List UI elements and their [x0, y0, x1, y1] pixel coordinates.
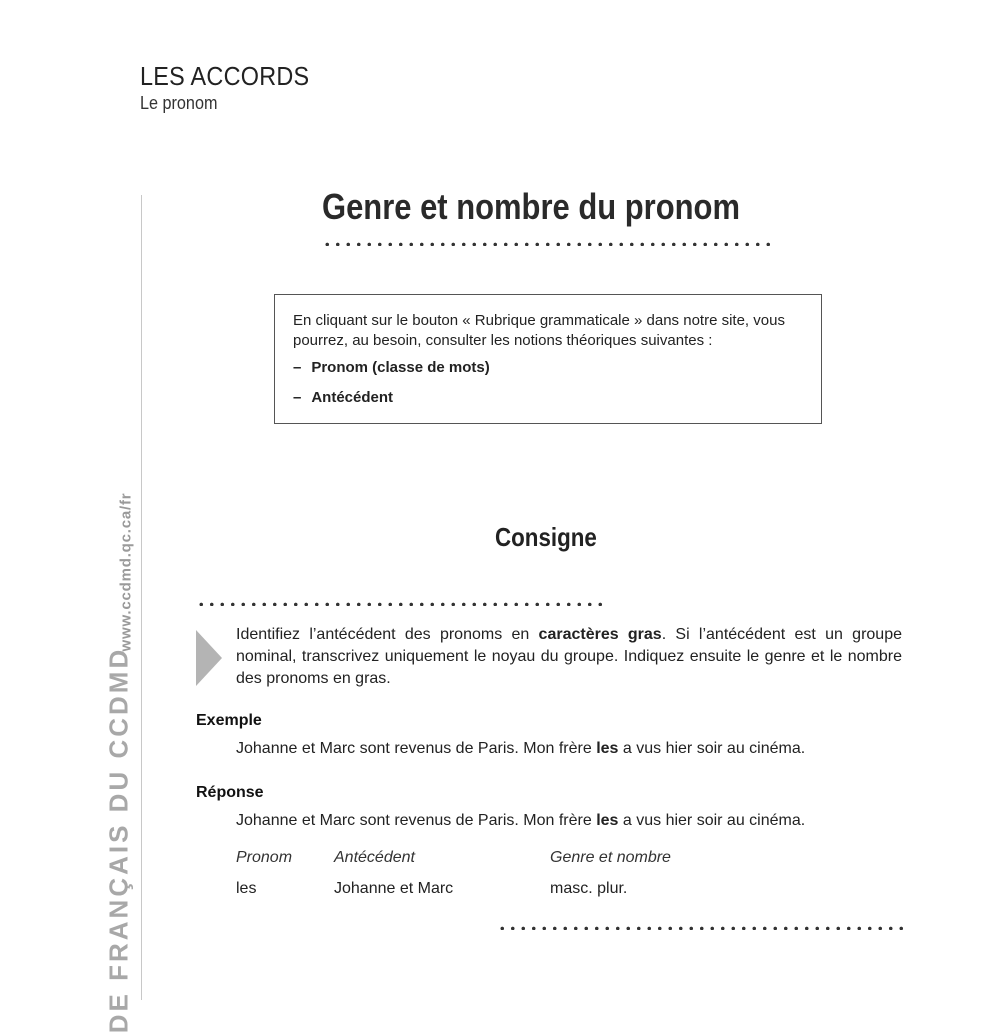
info-box-item — [293, 357, 803, 379]
reponse-label: Réponse — [196, 784, 264, 801]
section-subtitle: Le pronom — [140, 93, 218, 113]
consigne-dotted-divider — [196, 602, 608, 606]
consigne-heading: Consigne — [495, 522, 597, 552]
sidebar-divider — [141, 195, 142, 1000]
answer-column-header: Pronom — [236, 849, 293, 866]
info-box-text: En cliquant sur le bouton « Rubrique grammaticale » dans notre site, vous pourrez, au besoin, consulter les notions théoriques suivantes : — [293, 312, 785, 349]
reponse-sentence-start: Johanne et Marc sont revenus de Paris. Mon frère — [236, 812, 597, 829]
exemple-label: Exemple — [196, 712, 262, 729]
dash-bullet: – — [293, 359, 302, 376]
title-dotted-divider — [322, 242, 777, 246]
info-box-item-label: Pronom (classe de mots) — [311, 359, 490, 376]
bottom-dotted-divider — [497, 926, 905, 930]
answer-cell: masc. plur. — [550, 880, 628, 897]
answer-cell: Johanne et Marc — [334, 880, 454, 897]
reponse-sentence — [236, 812, 805, 830]
page-title: Genre et nombre du pronom — [322, 186, 741, 227]
section-title: LES ACCORDS — [140, 61, 310, 91]
instruction-text-start: Identifiez l’antécédent des pronoms en — [236, 626, 539, 643]
sidebar-brand: DE FRANÇAIS DU CCDMD — [103, 646, 134, 1033]
exemple-sentence — [236, 740, 805, 758]
exemple-sentence-start: Johanne et Marc sont revenus de Paris. Mon frère — [236, 740, 597, 757]
page-header — [140, 60, 328, 114]
instruction-text — [236, 624, 902, 690]
answer-column-header: Genre et nombre — [550, 849, 671, 866]
info-box-item-label: Antécédent — [311, 389, 394, 406]
info-box — [274, 294, 822, 424]
answer-cell: les — [236, 880, 257, 897]
triangle-arrow-icon — [196, 630, 222, 686]
dash-bullet: – — [293, 389, 302, 406]
instruction-text-bold: caractères gras — [538, 626, 662, 643]
instruction-text-end: . Si l’antécédent est un groupe nominal, transcrivez uniquement le noyau du groupe. Indiquez ensuite le genre et le nombre des pronoms en gras. — [236, 626, 902, 687]
reponse-pronoun: les — [596, 812, 619, 829]
exemple-pronoun: les — [596, 740, 619, 757]
answer-column-header: Antécédent — [334, 849, 415, 866]
sidebar-url: www.ccdmd.qc.ca/fr — [117, 492, 135, 652]
info-box-item — [293, 387, 803, 409]
reponse-sentence-end: a vus hier soir au cinéma. — [618, 812, 806, 829]
exemple-sentence-end: a vus hier soir au cinéma. — [618, 740, 806, 757]
